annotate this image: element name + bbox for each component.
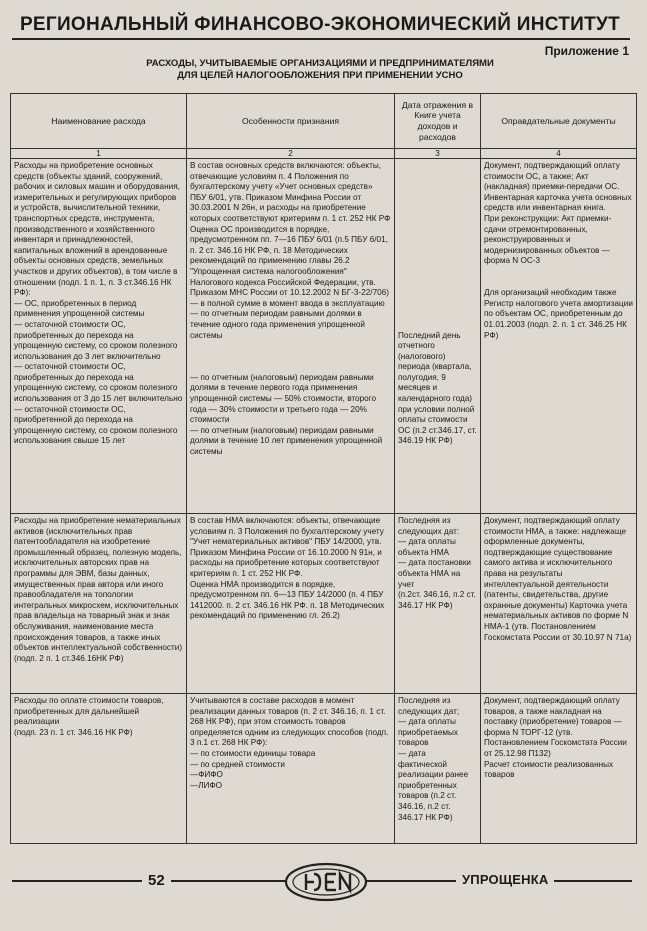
table-row <box>11 694 637 844</box>
record-date-cell: Последний день отчетного (налогового) периода (квартала, полугодия, 9 месяцев и календарного года) при условии полной оплаты стоимости ОС (п.2 ст.346.17, ст. 346.19 НК РФ) <box>395 159 481 514</box>
column-number-row <box>11 149 637 159</box>
column-number: 1 <box>11 149 187 159</box>
documents-cell: Документ, подтверждающий оплату стоимости ОС, а также; Акт (накладная) приемки-передачи ОС. Инвентарная карточка учета основных средств или инвентарная книга. При реконструкции: Акт приемки-сдачи отремонтированных, реконструированных и модернизированных объектов — форма N ОС-3 Для организаций необходим также Регистр налогового учета амортизации по объектам ОС, приобретенным до 01.01.2003 (подп. 2. п. 1 ст. 346.25 НК РФ) <box>481 159 637 514</box>
recognition-cell: Учитываются в составе расходов в момент реализации данных товаров (п. 2 ст. 346.16, п. 1 ст. 268 НК РФ), при этом стоимость товаров определяется одним из следующих способов (подп. 3 п.1 ст. 268 НК РФ): — по стоимости единицы товара — по средней стоимости —ФИФО —ЛИФО <box>187 694 395 844</box>
column-header: Дата отражения в Книге учета доходов и расходов <box>395 94 481 149</box>
column-number: 2 <box>187 149 395 159</box>
record-date-cell: Последняя из следующих дат: — дата оплаты объекта НМА — дата постановки объекта НМА на учет (п.2ст. 346.16, п.2 ст. 346.17 НК РФ) <box>395 514 481 694</box>
table-row <box>11 514 637 694</box>
column-number: 4 <box>481 149 637 159</box>
documents-cell: Документ, подтверждающий оплату товаров, а также накладная на поставку (приобретение) товаров — форма N ТОРГ-12 (утв. Постановлением Госкомстата России от 25.12.98 П132) Расчет стоимости реализованных товаров <box>481 694 637 844</box>
record-date-cell: Последняя из следующих дат; — дата оплаты приобретаемых товаров — дата фактической реализации ранее приобретенных товаров (п.2 ст. 346.16, п.2 ст. 346.17 НК РФ) <box>395 694 481 844</box>
page-number: 52 <box>142 872 171 889</box>
table-row <box>11 159 637 514</box>
table-header-row <box>11 94 637 149</box>
appendix-label: Приложение 1 <box>544 44 629 58</box>
expense-name-cell: Расходы на приобретение основных средств (объекты зданий, сооружений, рабочих и силовых машин и оборудования, измерительных и регулирующих приборов и устройств, вычислительной техники, транспортных средств, инструмента, производственного и хозяйственного инвентаря и принадлежностей, капитальных вложений в арендованные объекты основных средств, земельных участков и других объектов), в том числе в отношении (подп. 1 п. 1, п. 3 ст.346.16 НК РФ): — ОС, приобретенных в период применения упрощенной системы — остаточной стоимости ОС, приобретенных до перехода на упрощенную систему, со сроком полезного использования до 3 лет включительно — остаточной стоимости ОС, приобретенных до перехода на упрощенную систему, со сроком полезного использования от 3 до 15 лет включительно — остаточной стоимости ОС, приобретенной до перехода на упрощенную систему, со сроком полезного использования свыше 15 лет <box>11 159 187 514</box>
column-header: Оправдательные документы <box>481 94 637 149</box>
column-header: Наименование расхода <box>11 94 187 149</box>
title-line-2: ДЛЯ ЦЕЛЕЙ НАЛОГООБЛОЖЕНИЯ ПРИ ПРИМЕНЕНИИ УСНО <box>177 70 463 81</box>
title-line-1: РАСХОДЫ, УЧИТЫВАЕМЫЕ ОРГАНИЗАЦИЯМИ И ПРЕДПРИНИМАТЕЛЯМИ <box>146 58 494 69</box>
column-header: Особенности признания <box>187 94 395 149</box>
expense-name-cell: Расходы по оплате стоимости товаров, приобретенных для дальнейшей реализации (подп. 23 п. 1 ст. 346.16 НК РФ) <box>11 694 187 844</box>
header-divider <box>12 38 630 40</box>
institute-logo-icon <box>284 862 368 902</box>
expenses-table <box>10 93 637 844</box>
document-title <box>70 58 570 82</box>
column-number: 3 <box>395 149 481 159</box>
documents-cell: Документ, подтверждающий оплату стоимости НМА, а также: надлежаще оформленные документы, подтверждающие существование самого актива и исключительного права на результаты интеллектуальной деятельности (патенты, свидетельства, другие охранные документы) Карточка учета нематериальных активов по форме N НМА-1 (утв. Постановлением Госкомстата России от 30.10.97 N 71а) <box>481 514 637 694</box>
institute-header: РЕГИОНАЛЬНЫЙ ФИНАНСОВО-ЭКОНОМИЧЕСКИЙ ИНСТИТУТ <box>19 14 621 35</box>
recognition-cell: В состав основных средств включаются: объекты, отвечающие условиям п. 4 Положения по бухгалтерскому учету «Учет основных средств» ПБУ 6/01, утв. Приказом Минфина России от 30.03.2001 N 26н, и расходы на приобретение которых соответствуют критериям п. 1 ст. 252 НК РФ Оценка ОС производится в порядке, предусмотренном пп. 7—16 ПБУ 6/01 (п.5 ПБУ 6/01, п. 2 ст. 346.16 НК РФ, п. 18 Методических рекомендаций по применению главы 26.2 "Упрощенная система налогообложения" Налогового кодекса Российской Федерации, утв. Приказом МНС России от 10.12.2002 N БГ-3-22/706) — в полной сумме в момент ввода в эксплуатацию — по отчетным периодам равными долями в течение одного года применения упрощенной системы — по отчетным (налоговым) периодам равными долями в течение первого года применения упрощенной системы — 50% стоимости, второго года — 30% стоимости и третьего года — 20% стоимости — по отчетным (налоговым) периодам равными долями в течение 10 лет применения упрощенной системы <box>187 159 395 514</box>
expense-name-cell: Расходы на приобретение нематериальных активов (исключительных прав патентообладателя на изобретение промышленный образец, полезную модель, исключительных авторских прав на программы для ЭВМ, базы данных, имущественных прав автора или иного правообладателя на топологии интегральных микросхем, исключительных прав владельца на товарный знак и знак обслуживания, наименование места происхождения товаров, а также иных объектов интеллектуальной собственности) (подп. 2 п. 1 ст.346.16НК РФ) <box>11 514 187 694</box>
recognition-cell: В состав НМА включаются: объекты, отвечающие условиям п. 3 Положения по бухгалтерскому учету "Учет нематериальных активов" ПБУ 14/2000, утв. Приказом Минфина России от 16.10.2000 N 91н, и расходы на приобретение которых соответствуют критериям п. 1 ст. 252 НК РФ. Оценка НМА производится в порядке, предусмотренном пп. 6—13 ПБУ 14/2000 (п. 4 ПБУ 1412000. п. 2 ст. 346.16 НК РФ. п. 18 Методических рекомендаций по применению гл. 26.2) <box>187 514 395 694</box>
brand-name: УПРОЩЕНКА <box>456 872 554 887</box>
